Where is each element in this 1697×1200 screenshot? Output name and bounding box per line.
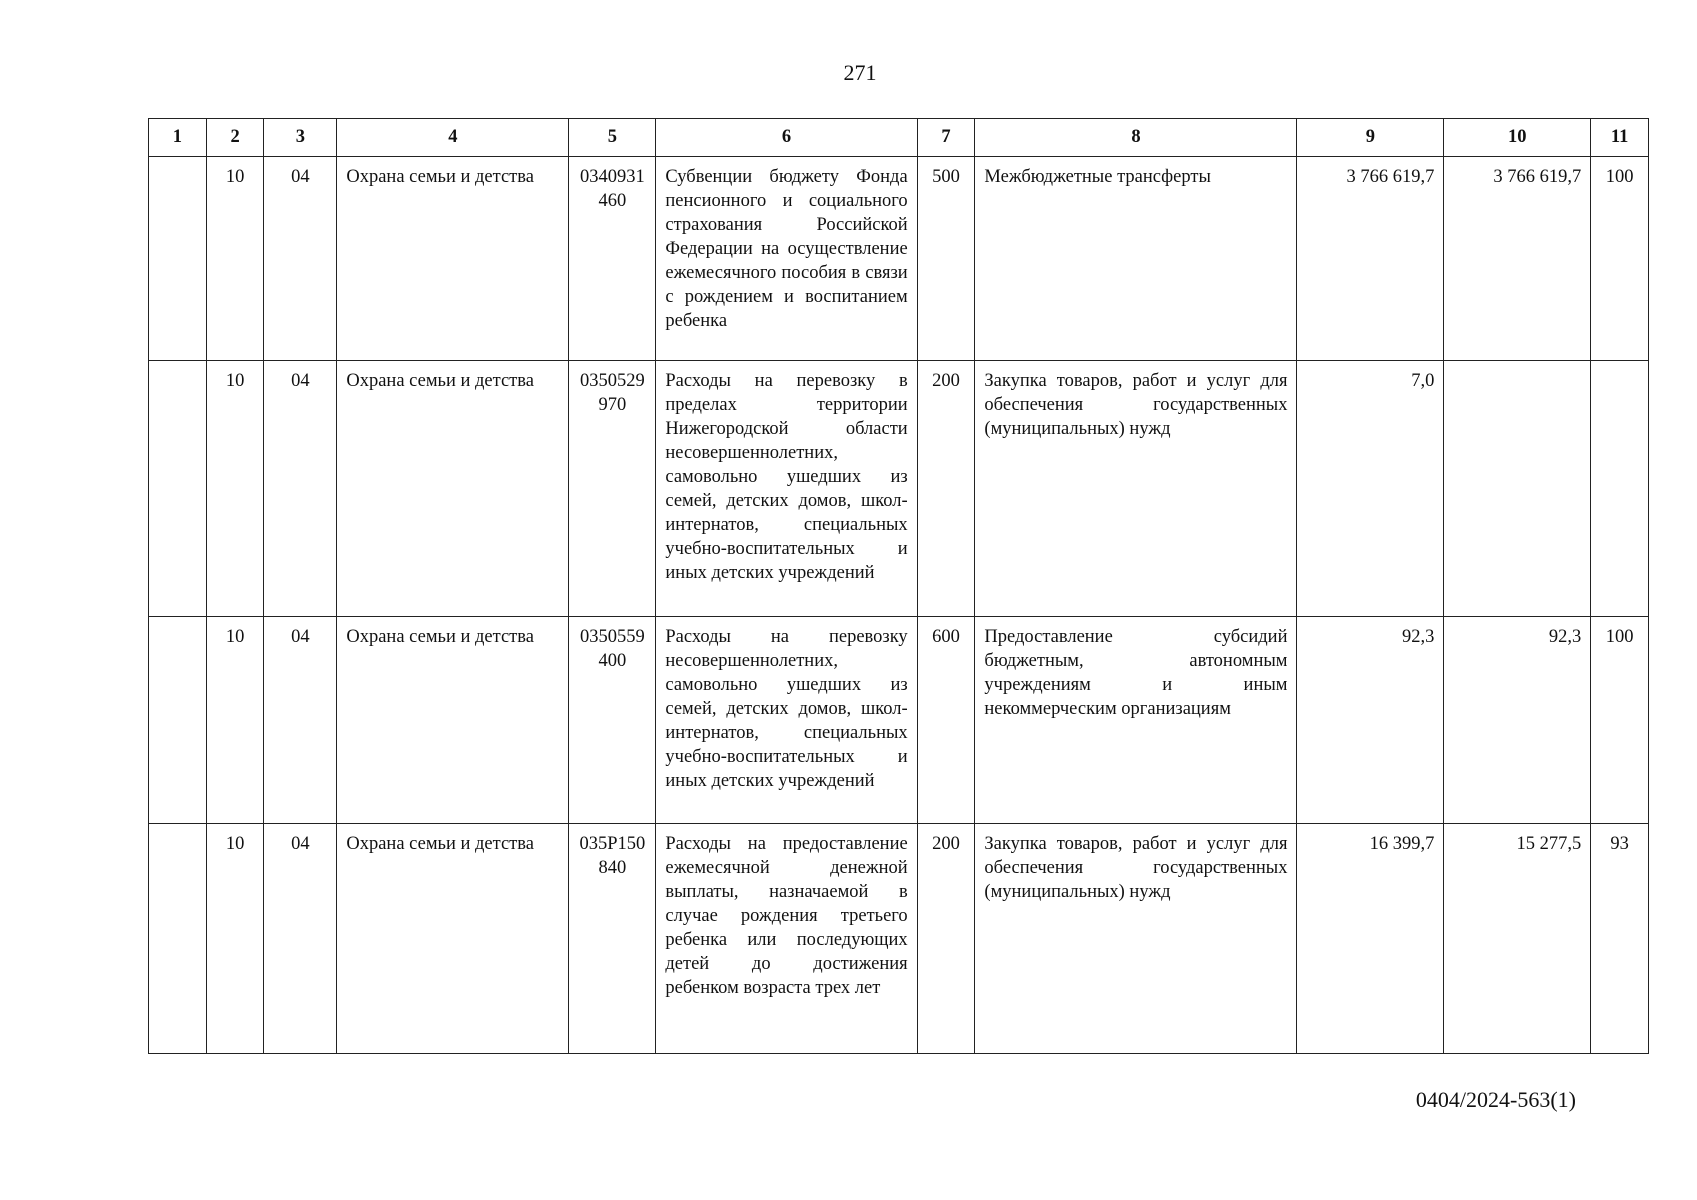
name-cell: Охрана семьи и детства <box>337 824 569 1054</box>
executed-cell: 15 277,5 <box>1444 824 1591 1054</box>
table-row <box>149 361 1649 617</box>
executed-cell: 3 766 619,7 <box>1444 157 1591 361</box>
section-cell: 10 <box>206 824 264 1054</box>
column-header: 9 <box>1297 119 1444 157</box>
row-index-cell <box>149 157 207 361</box>
expense-type-cell: 200 <box>917 824 975 1054</box>
expense-type-name-cell: Предоставление субсидий бюджетным, автономным учреждениям и иным некоммерческим организациям <box>975 617 1297 824</box>
expense-type-name-cell: Межбюджетные трансферты <box>975 157 1297 361</box>
description-cell: Расходы на перевозку в пределах территории Нижегородской области несовершеннолетних, самовольно ушедших из семей, детских домов, школ-интернатов, специальных учебно-воспитательных и иных детских учреждений <box>656 361 917 617</box>
column-header: 5 <box>569 119 656 157</box>
column-header: 8 <box>975 119 1297 157</box>
target-code-cell: 0350559400 <box>569 617 656 824</box>
section-cell: 10 <box>206 361 264 617</box>
target-code-cell: 035P150840 <box>569 824 656 1054</box>
column-header: 2 <box>206 119 264 157</box>
column-header: 4 <box>337 119 569 157</box>
budget-table <box>148 118 1649 1054</box>
row-index-cell <box>149 617 207 824</box>
row-index-cell <box>149 361 207 617</box>
planned-cell: 3 766 619,7 <box>1297 157 1444 361</box>
column-header: 7 <box>917 119 975 157</box>
expense-type-cell: 200 <box>917 361 975 617</box>
planned-cell: 16 399,7 <box>1297 824 1444 1054</box>
expense-type-cell: 600 <box>917 617 975 824</box>
description-cell: Расходы на перевозку несовершеннолетних, самовольно ушедших из семей, детских домов, школ-интернатов, специальных учебно-воспитательных и иных детских учреждений <box>656 617 917 824</box>
section-cell: 10 <box>206 617 264 824</box>
column-header: 6 <box>656 119 917 157</box>
name-cell: Охрана семьи и детства <box>337 361 569 617</box>
column-header: 10 <box>1444 119 1591 157</box>
section-cell: 10 <box>206 157 264 361</box>
percent-cell: 100 <box>1591 617 1649 824</box>
planned-cell: 7,0 <box>1297 361 1444 617</box>
expense-type-name-cell: Закупка товаров, работ и услуг для обеспечения государственных (муниципальных) нужд <box>975 361 1297 617</box>
expense-type-cell: 500 <box>917 157 975 361</box>
page-number: 271 <box>843 60 877 85</box>
planned-cell: 92,3 <box>1297 617 1444 824</box>
percent-cell: 93 <box>1591 824 1649 1054</box>
description-cell: Расходы на предоставление ежемесячной денежной выплаты, назначаемой в случае рождения третьего ребенка или последующих детей до достижения ребенком возраста трех лет <box>656 824 917 1054</box>
subsection-cell: 04 <box>264 617 337 824</box>
target-code-cell: 0340931460 <box>569 157 656 361</box>
percent-cell <box>1591 361 1649 617</box>
column-header: 11 <box>1591 119 1649 157</box>
row-index-cell <box>149 824 207 1054</box>
header-row <box>149 119 1649 157</box>
executed-cell <box>1444 361 1591 617</box>
subsection-cell: 04 <box>264 361 337 617</box>
table-row <box>149 157 1649 361</box>
table-row <box>149 824 1649 1054</box>
name-cell: Охрана семьи и детства <box>337 157 569 361</box>
name-cell: Охрана семьи и детства <box>337 617 569 824</box>
subsection-cell: 04 <box>264 824 337 1054</box>
document-id: 0404/2024-563(1) <box>1415 1087 1576 1112</box>
percent-cell: 100 <box>1591 157 1649 361</box>
column-header: 1 <box>149 119 207 157</box>
description-cell: Субвенции бюджету Фонда пенсионного и социального страхования Российской Федерации на осуществление ежемесячного пособия в связи с рождением и воспитанием ребенка <box>656 157 917 361</box>
target-code-cell: 0350529970 <box>569 361 656 617</box>
expense-type-name-cell: Закупка товаров, работ и услуг для обеспечения государственных (муниципальных) нужд <box>975 824 1297 1054</box>
subsection-cell: 04 <box>264 157 337 361</box>
column-header: 3 <box>264 119 337 157</box>
executed-cell: 92,3 <box>1444 617 1591 824</box>
table-row <box>149 617 1649 824</box>
